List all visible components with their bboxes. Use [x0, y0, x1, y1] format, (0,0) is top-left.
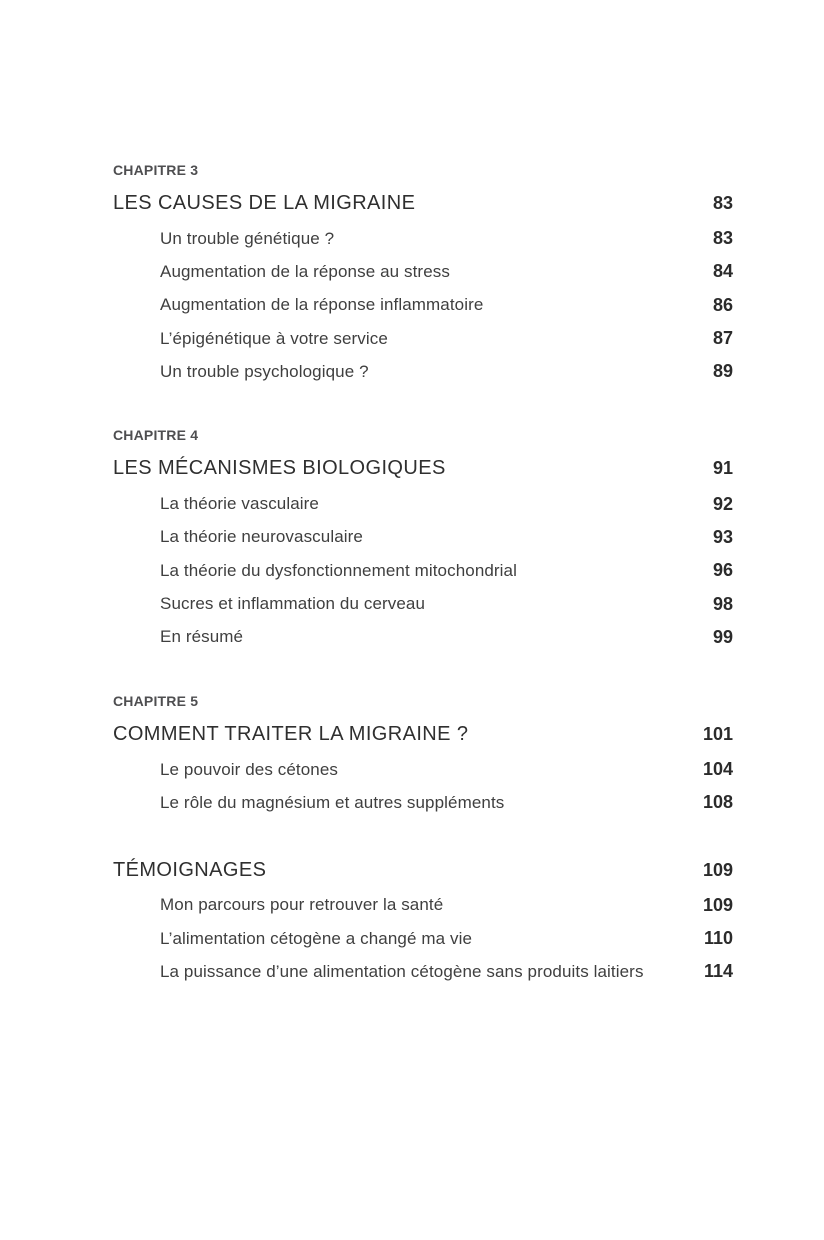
toc-entry	[113, 222, 733, 255]
chapter-title-row	[113, 860, 733, 881]
chapter-title: COMMENT TRAITER LA MIGRAINE ?	[113, 722, 469, 745]
chapter-label: CHAPITRE 4	[113, 427, 199, 444]
toc-section	[113, 163, 733, 388]
toc-entry-label: La théorie neurovasculaire	[160, 527, 363, 547]
toc-entry-label: L’alimentation cétogène a changé ma vie	[160, 928, 472, 948]
toc-entry-label: Un trouble génétique ?	[160, 228, 335, 248]
toc-entry	[113, 753, 733, 786]
toc-section-items	[113, 222, 733, 388]
toc-entry	[113, 587, 733, 620]
toc-entry	[113, 255, 733, 288]
chapter-title-row	[113, 724, 733, 745]
toc-entry-label: La puissance d’une alimentation cétogène sans produits laitiers	[160, 961, 644, 981]
toc-section	[113, 860, 733, 989]
chapter-title: LES MÉCANISMES BIOLOGIQUES	[113, 457, 446, 480]
toc-entry-label: Un trouble psychologique ?	[160, 361, 369, 381]
toc-entry	[113, 621, 733, 654]
toc-entry-page-number: 108	[702, 792, 733, 813]
chapter-label: CHAPITRE 5	[113, 692, 199, 709]
toc-entry	[113, 487, 733, 520]
toc-entry-label: Sucres et inflammation du cerveau	[160, 594, 426, 614]
toc-entry	[113, 889, 733, 922]
chapter-label: CHAPITRE 3	[113, 162, 199, 178]
toc-entry	[113, 955, 733, 988]
toc-entry	[113, 554, 733, 587]
toc-entry-label: Mon parcours pour retrouver la santé	[160, 895, 444, 915]
toc-entry-page-number: 89	[712, 361, 733, 382]
toc-entry	[113, 786, 733, 819]
toc-entry	[113, 922, 733, 955]
toc-entry-page-number: 109	[702, 894, 733, 915]
chapter-page-number: 83	[712, 193, 733, 213]
toc-entry-label: Le pouvoir des cétones	[160, 759, 338, 779]
toc-entry	[113, 289, 733, 322]
toc-entry-page-number: 99	[712, 626, 733, 647]
toc-entry-page-number: 104	[702, 759, 733, 780]
toc-entry	[113, 322, 733, 355]
toc-entry-page-number: 114	[703, 961, 733, 982]
chapter-title: TÉMOIGNAGES	[113, 858, 267, 881]
toc-entry-label: L’épigénétique à votre service	[160, 328, 388, 348]
toc-entry-label: Augmentation de la réponse au stress	[160, 261, 450, 281]
toc-entry-page-number: 92	[712, 493, 733, 514]
chapter-title-row	[113, 458, 733, 479]
toc-section-items	[113, 753, 733, 820]
toc-entry-label: En résumé	[160, 627, 244, 647]
chapter-title: LES CAUSES DE LA MIGRAINE	[113, 192, 416, 214]
toc-entry-page-number: 83	[712, 228, 733, 249]
toc-entry-page-number: 96	[712, 560, 733, 581]
toc-entry-page-number: 110	[703, 928, 733, 948]
toc-entry-page-number: 86	[712, 294, 733, 315]
chapter-page-number: 101	[702, 723, 733, 744]
toc-entry-label: La théorie vasculaire	[160, 494, 319, 514]
toc-entry	[113, 355, 733, 388]
chapter-page-number: 91	[712, 458, 733, 479]
toc-entry-page-number: 84	[712, 261, 733, 282]
toc-entry	[113, 521, 733, 554]
toc-section	[113, 428, 733, 653]
chapter-title-row	[113, 193, 733, 214]
toc-section-items	[113, 889, 733, 989]
toc-section	[113, 694, 733, 820]
toc-list	[113, 163, 733, 988]
chapter-page-number: 109	[702, 859, 733, 880]
toc-section-items	[113, 487, 733, 653]
toc-entry-page-number: 93	[712, 526, 733, 547]
toc-entry-label: Augmentation de la réponse inflammatoire	[160, 295, 484, 315]
toc-entry-page-number: 98	[712, 593, 733, 614]
toc-entry-label: Le rôle du magnésium et autres suppléments	[160, 792, 505, 812]
toc-entry-label: La théorie du dysfonctionnement mitochondrial	[160, 560, 517, 580]
toc-entry-page-number: 87	[712, 328, 733, 349]
